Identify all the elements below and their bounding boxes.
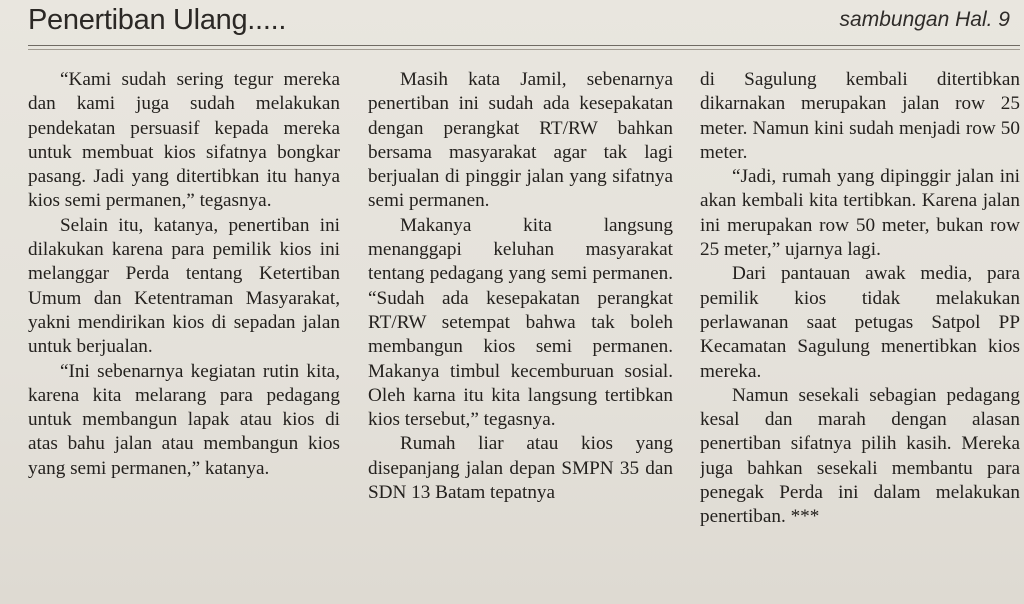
continuation-note: sambungan Hal. 9 [839,8,1010,31]
paragraph: Dari pantauan awak media, para pemilik kios tidak melakukan perlawanan saat petugas Satpol PP Kecamatan Sagulung menertibkan kios mereka. [700,263,1020,382]
article-body [28,68,1020,588]
text-column-3 [700,68,1020,588]
paragraph: Makanya kita langsung menanggapi keluhan masyarakat tentang pedagang yang semi permanen. “Sudah ada kesepakatan perangkat RT/RW setempat bahwa tak boleh membangun kios semi permanen. Makanya timbul kecemburuan sosial. Oleh karna itu kita langsung tertibkan kios tersebut,” tegasnya. [368,214,673,431]
text-column-2 [368,68,673,588]
paragraph: “Jadi, rumah yang dipinggir jalan ini akan kembali kita tertibkan. Karena jalan ini merupakan row 50 meter, bukan row 25 meter,” ujarnya lagi. [700,166,1020,261]
headline: Penertiban Ulang..... [28,4,287,36]
paragraph: Namun sesekali sebagian pedagang kesal dan marah dengan alasan penertiban sifatnya pilih kasih. Mereka juga bahkan sesekali membantu para penegak Perda ini dalam melakukan penertiban. *** [700,384,1020,528]
paragraph: Selain itu, katanya, penertiban ini dilakukan karena para pemilik kios ini melanggar Perda tentang Ketertiban Umum dan Ketentraman Masyarakat, yakni mendirikan kios di sepadan jalan untuk berjualan. [28,214,340,358]
header-rule-secondary [28,49,1020,50]
paragraph: Rumah liar atau kios yang disepanjang jalan depan SMPN 35 dan SDN 13 Batam tepatnya [368,433,673,504]
text-column-1 [28,68,340,588]
paragraph: Masih kata Jamil, sebenarnya penertiban ini sudah ada kesepakatan dengan perangkat RT/RW bahkan bersama masyarakat agar tak lagi berjualan di pinggir jalan yang sifatnya semi permanen. [368,69,673,212]
paragraph-continued: di Sagulung kembali ditertibkan dikarnakan merupakan jalan row 25 meter. Namun kini sudah menjadi row 50 meter. [700,69,1020,163]
article-header [0,0,1024,50]
paragraph: “Ini sebenarnya kegiatan rutin kita, karena kita melarang para pedagang untuk membangun lapak atau kios di atas bahu jalan atau membangun kios yang semi permanen,” katanya. [28,360,340,479]
header-rule [28,45,1020,46]
paragraph: “Kami sudah sering tegur mereka dan kami juga sudah melakukan pendekatan persuasif kepada mereka untuk membuat kios sifatnya bongkar pasang. Jadi yang ditertibkan itu hanya kios semi permanen,” tegasnya. [28,69,340,212]
